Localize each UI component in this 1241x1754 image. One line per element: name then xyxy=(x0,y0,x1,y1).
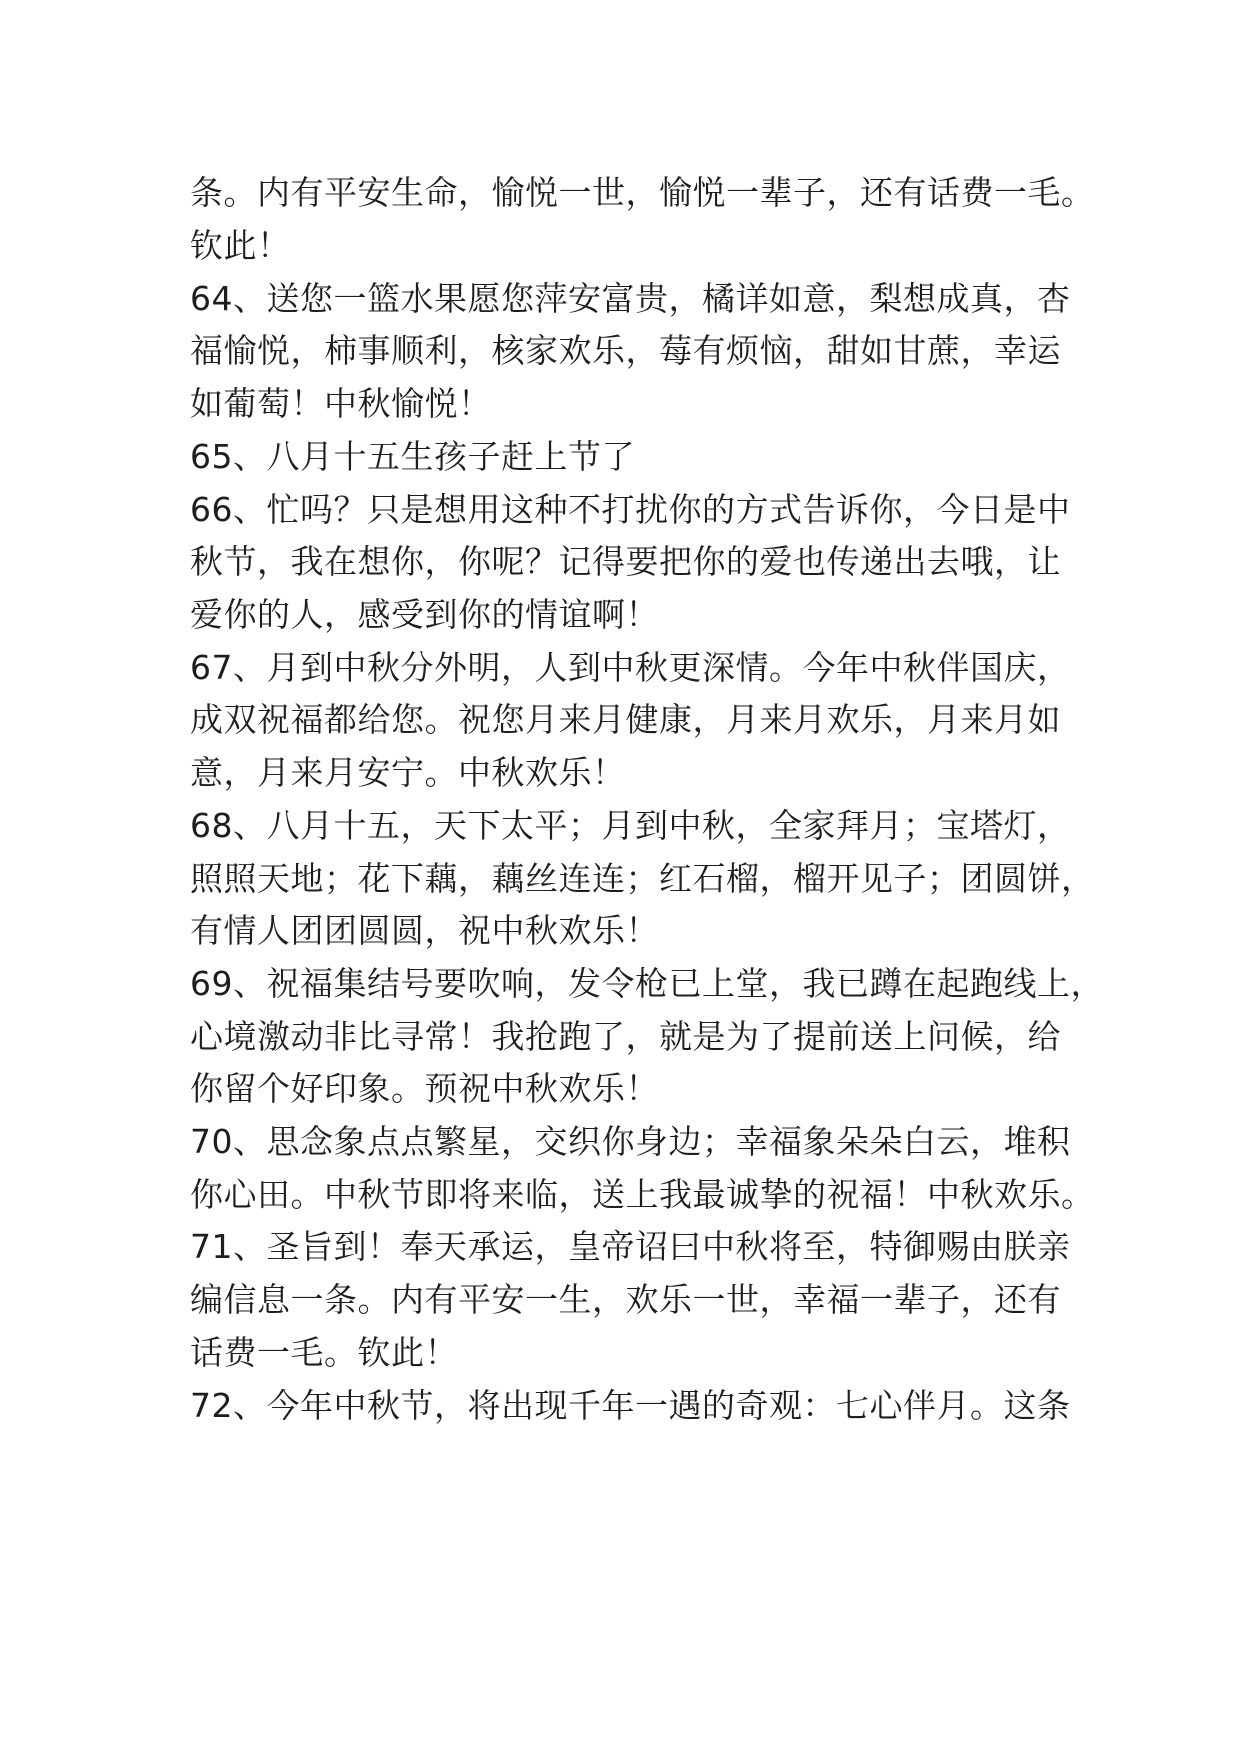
text-line: 福愉悦，柿事顺利，核家欢乐，莓有烦恼，甜如甘蔗，幸运 xyxy=(190,331,1061,370)
text-line: 67、月到中秋分外明，人到中秋更深情。今年中秋伴国庆， xyxy=(190,648,1071,687)
text-line: 65、八月十五生孩子赶上节了 xyxy=(190,437,635,476)
text-line: 有情人团团圆圆，祝中秋欢乐！ xyxy=(190,911,659,950)
text-line: 你心田。中秋节即将来临，送上我最诚挚的祝福！中秋欢乐。 xyxy=(190,1175,1095,1214)
text-line: 意，月来月安宁。中秋欢乐！ xyxy=(190,753,626,792)
text-line: 你留个好印象。预祝中秋欢乐！ xyxy=(190,1069,659,1108)
text-line: 64、送您一篮水果愿您萍安富贵，橘详如意，梨想成真，杏 xyxy=(190,279,1071,318)
text-line: 71、圣旨到！奉天承运，皇帝诏曰中秋将至，特御赐由朕亲 xyxy=(190,1227,1071,1266)
text-line: 秋节，我在想你，你呢？记得要把你的爱也传递出去哦，让 xyxy=(190,542,1061,581)
text-line: 如葡萄！中秋愉悦！ xyxy=(190,384,492,423)
text-line: 70、思念象点点繁星，交织你身边；幸福象朵朵白云，堆积 xyxy=(190,1122,1071,1161)
text-line: 条。内有平安生命，愉悦一世，愉悦一辈子，还有话费一毛。 xyxy=(190,173,1095,212)
text-line: 照照天地；花下藕，藕丝连连；红石榴，榴开见子；团圆饼， xyxy=(190,859,1095,898)
text-line: 话费一毛。钦此！ xyxy=(190,1333,458,1372)
text-line: 成双祝福都给您。祝您月来月健康，月来月欢乐，月来月如 xyxy=(190,700,1061,739)
text-line: 66、忙吗？只是想用这种不打扰你的方式告诉你，今日是中 xyxy=(190,490,1071,529)
text-line: 72、今年中秋节，将出现千年一遇的奇观：七心伴月。这条 xyxy=(190,1386,1071,1425)
text-line: 68、八月十五，天下太平；月到中秋，全家拜月；宝塔灯， xyxy=(190,806,1071,845)
text-line: 爱你的人，感受到你的情谊啊！ xyxy=(190,595,659,634)
text-line: 心境激动非比寻常！我抢跑了，就是为了提前送上问候，给 xyxy=(190,1017,1061,1056)
text-line: 编信息一条。内有平安一生，欢乐一世，幸福一辈子，还有 xyxy=(190,1280,1061,1319)
text-line: 钦此！ xyxy=(190,226,291,265)
text-line: 69、祝福集结号要吹响，发令枪已上堂，我已蹲在起跑线上， xyxy=(190,964,1104,1003)
